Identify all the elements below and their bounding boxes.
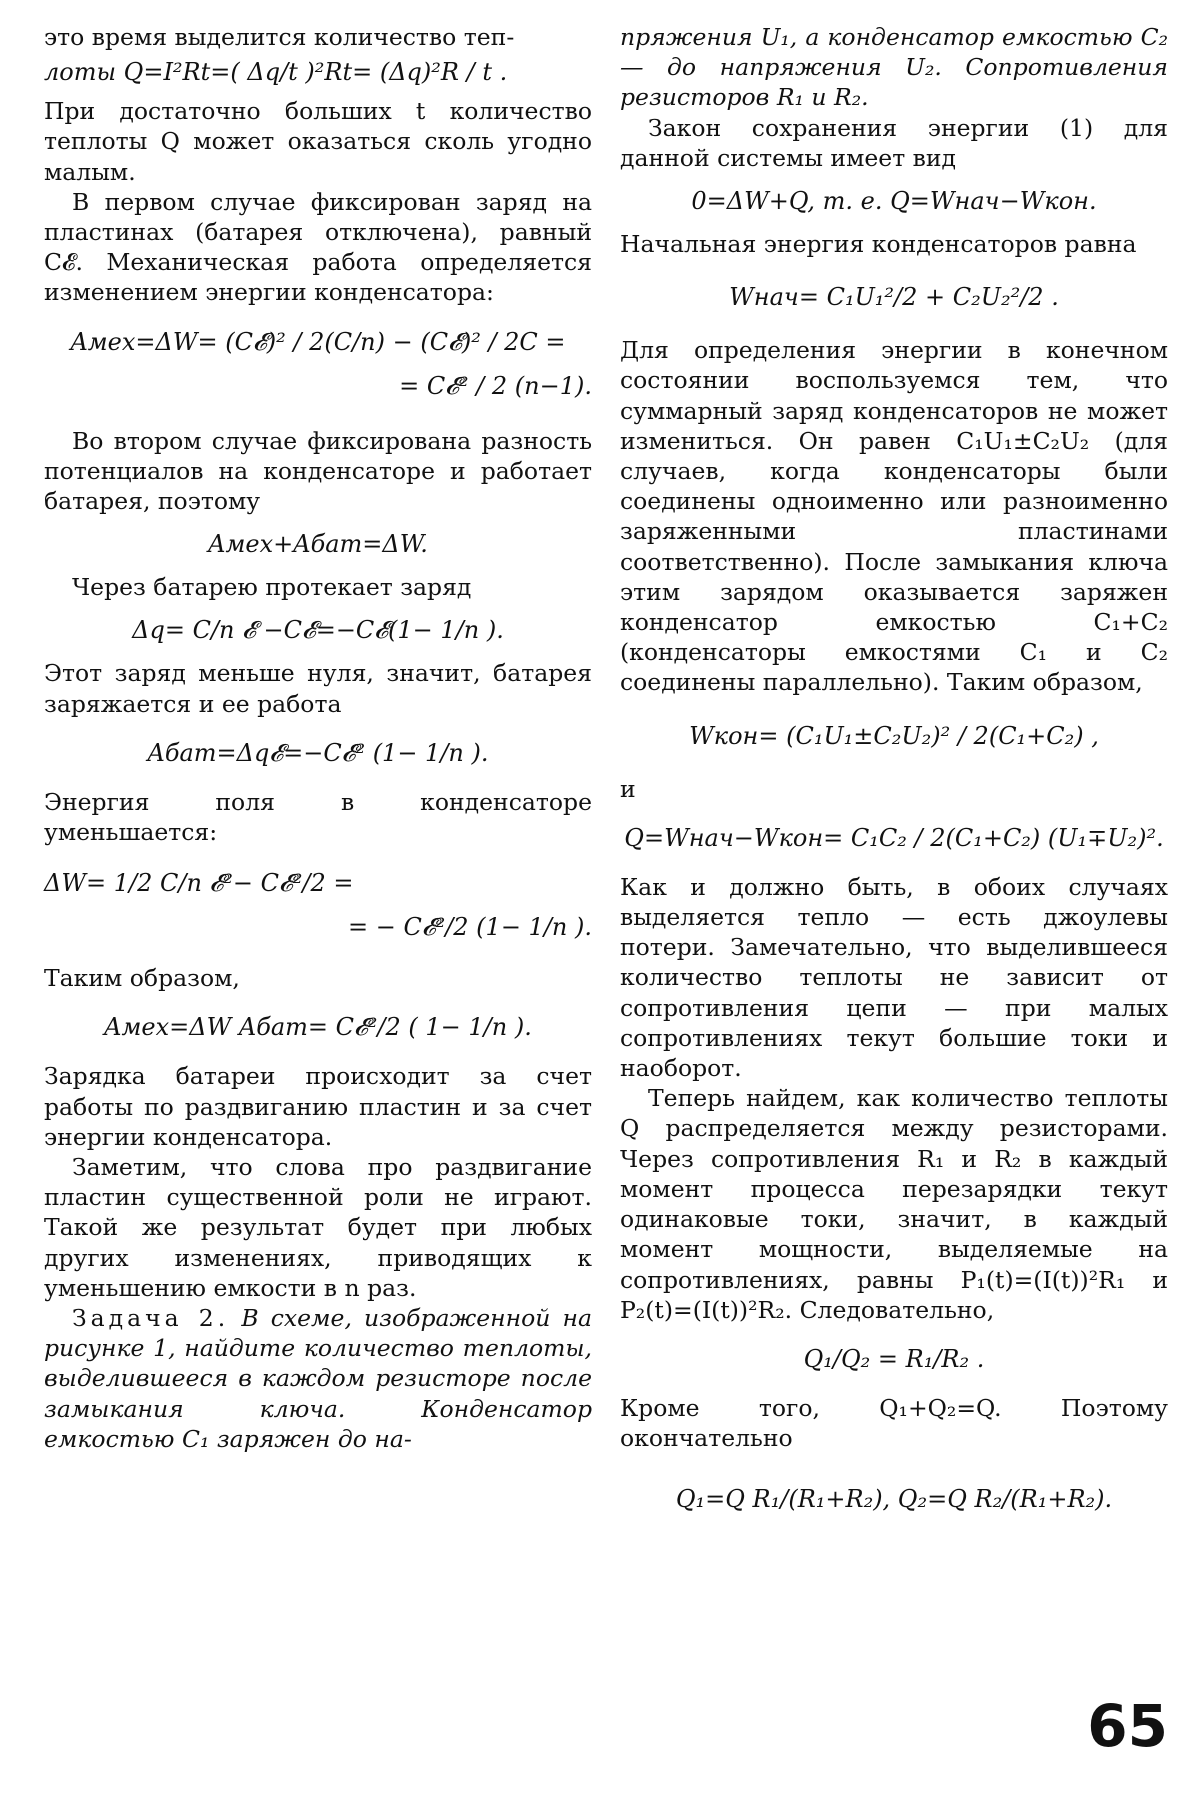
formula-work-2: = C𝓔² / 2 (n−1). (399, 371, 592, 400)
paragraph: Кроме того, Q₁+Q₂=Q. Поэтому окончательно (620, 1393, 1168, 1453)
formula-heat-total: Q=Wнач−Wкон= C₁C₂ / 2(C₁+C₂) (U₁∓U₂)². (624, 823, 1164, 852)
right-column (620, 22, 1168, 1545)
paragraph: При достаточно больших t количество теплоты Q может оказаться сколь угодно малым. (44, 97, 592, 186)
formula-heat: лоты Q=I²Rt=( Δq/t )²Rt= (Δq)²R / t . (44, 58, 508, 87)
paragraph: Теперь найдем, как количество теплоты Q распределяется между резисторами. Через сопротивления R₁ и R₂ в каждый момент процесса перезарядки текут одинаковые токи, значит, в каждый момент мощности, выделяемые на сопротивлениях, равны P₁(t)=(I(t))²R₁ и P₂(t)=(I(t))²R₂. Следовательно, (620, 1084, 1168, 1324)
formula-balance: Aмех+Aбат=ΔW. (208, 530, 428, 559)
paragraph: Энергия поля в конденсаторе уменьшается: (44, 787, 592, 847)
formula-final: Q₁=Q R₁/(R₁+R₂), Q₂=Q R₂/(R₁+R₂). (675, 1485, 1113, 1514)
paragraph: Этот заряд меньше нуля, значит, батарея заряжается и ее работа (44, 659, 592, 718)
formula-energy-1: ΔW= 1/2 C/n 𝓔²− C𝓔²/2 = (44, 869, 354, 898)
paragraph: и (620, 774, 636, 803)
paragraph: Таким образом, (44, 964, 240, 993)
paragraph: Во втором случае фиксирована разность потенциалов на конденсаторе и работает батарея, поэтому (44, 426, 592, 516)
left-column (44, 22, 592, 1454)
paragraph: В первом случае фиксирован заряд на пластинах (батарея отключена), равный C𝓔. Механическая работа определяется изменением энергии конденсатора: (44, 187, 592, 307)
paragraph: Закон сохранения энергии (1) для данной системы имеет вид (620, 113, 1168, 172)
paragraph: Начальная энергия конденсаторов равна (620, 230, 1137, 259)
task-2 (44, 1303, 592, 1454)
task-text: В схеме, изображенной на рисунке 1, найдите количество теплоты, выделившееся в каждом резисторе после замыкания ключа. Конденсатор емкостью C₁ заряжен до на- (44, 1304, 592, 1453)
paragraph: Зарядка батареи происходит за счет работы по раздвиганию пластин и за счет энергии конденсатора. (44, 1062, 592, 1151)
formula-initial-energy: Wнач= C₁U₁²/2 + C₂U₂²/2 . (729, 283, 1059, 312)
formula-conservation: 0=ΔW+Q, т. е. Q=Wнач−Wкон. (691, 187, 1097, 216)
page-number: 65 (1087, 1692, 1168, 1760)
formula-result: Aмех=ΔW Aбат= C𝓔²/2 ( 1− 1/n ). (104, 1013, 532, 1042)
paragraph: Для определения энергии в конечном состоянии воспользуемся тем, что суммарный заряд конденсаторов не может измениться. Он равен C₁U₁±C₂U₂ (для случаев, когда конденсаторы были соединены одноименно или разноименно заряженными пластинами соответственно). После замыкания ключа этим зарядом оказывается заряжен конденсатор емкостью C₁+C₂ (конденсаторы емкостями C₁ и C₂ соединены параллельно). Таким образом, (620, 336, 1168, 697)
formula-charge: Δq= C/n 𝓔 −C𝓔=−C𝓔(1− 1/n ). (132, 616, 504, 645)
formula-final-energy: Wкон= (C₁U₁±C₂U₂)² / 2(C₁+C₂) , (689, 721, 1099, 750)
paragraph: это время выделится количество теп- (44, 23, 515, 51)
formula-ratio: Q₁/Q₂ = R₁/R₂ . (803, 1344, 985, 1373)
paragraph: Через батарею протекает заряд (72, 573, 472, 602)
formula-battery-work: Aбат=Δq𝓔=−C𝓔² (1− 1/n ). (147, 738, 489, 767)
task-continuation: пряжения U₁, а конденсатор емкостью C₂ — до напряжения U₂. Сопротивления резисторов R₁ и R₂. (620, 23, 1168, 112)
task-label: Задача 2. (72, 1304, 230, 1333)
paragraph: Как и должно быть, в обоих случаях выделяется тепло — есть джоулевы потери. Замечательно, что выделившееся количество теплоты не зависит от сопротивления цепи — при малых сопротивлениях текут большие токи и наоборот. (620, 872, 1168, 1083)
formula-work-1: Aмех=ΔW= (C𝓔)² / 2(C/n) − (C𝓔)² / 2C = (70, 327, 566, 356)
paragraph: Заметим, что слова про раздвигание пластин существенной роли не играют. Такой же результат будет при любых других изменениях, приводящих к уменьшению емкости в n раз. (44, 1153, 592, 1302)
formula-energy-2: = − C𝓔²/2 (1− 1/n ). (347, 913, 592, 942)
